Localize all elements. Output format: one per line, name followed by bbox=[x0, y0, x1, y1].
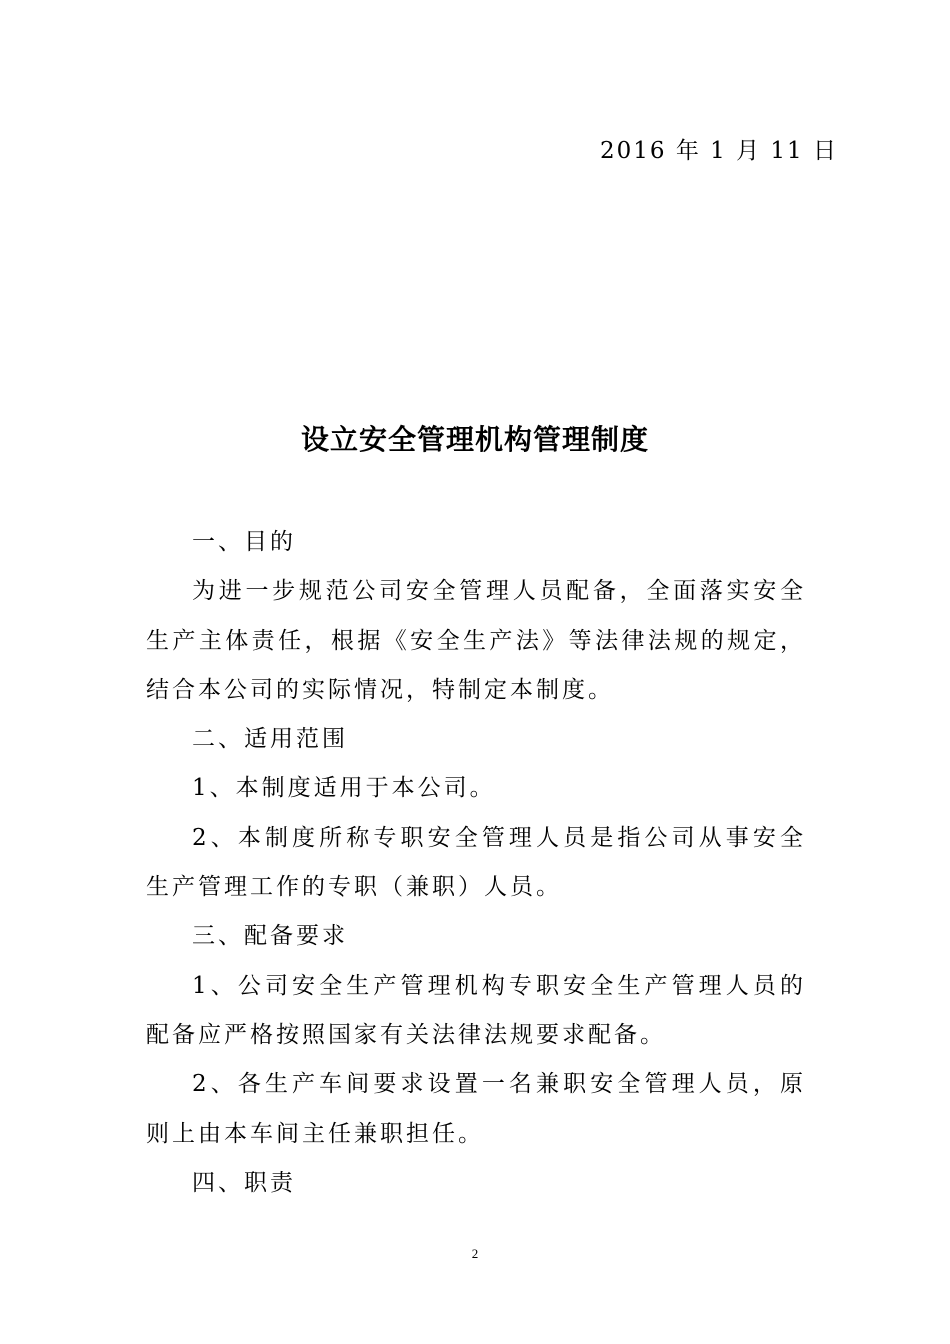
paragraph-purpose: 为进一步规范公司安全管理人员配备，全面落实安全生产主体责任，根据《安全生产法》等法律法规的规定，结合本公司的实际情况，特制定本制度。 bbox=[146, 578, 806, 703]
section-heading-requirements: 三、配备要求 bbox=[192, 923, 348, 950]
document-title: 设立安全管理机构管理制度 bbox=[300, 423, 649, 456]
paragraph-scope-2: 2、本制度所称专职安全管理人员是指公司从事安全生产管理工作的专职（兼职）人员。 bbox=[146, 824, 806, 901]
section-heading-scope: 二、适用范围 bbox=[192, 726, 348, 753]
paragraph-scope-1: 1、本制度适用于本公司。 bbox=[192, 775, 496, 802]
section-heading-purpose: 一、目的 bbox=[192, 529, 296, 555]
document-body bbox=[146, 518, 806, 1208]
section-heading-duties: 四、职责 bbox=[192, 1169, 296, 1196]
document-date: 2016 年 1 月 11 日 bbox=[600, 138, 838, 164]
page-number: 2 bbox=[471, 1246, 479, 1261]
paragraph-requirements-2: 2、各生产车间要求设置一名兼职安全管理人员，原则上由本车间主任兼职担任。 bbox=[146, 1071, 806, 1147]
paragraph-requirements-1: 1、公司安全生产管理机构专职安全生产管理人员的配备应严格按照国家有关法律法规要求配备。 bbox=[146, 972, 806, 1048]
